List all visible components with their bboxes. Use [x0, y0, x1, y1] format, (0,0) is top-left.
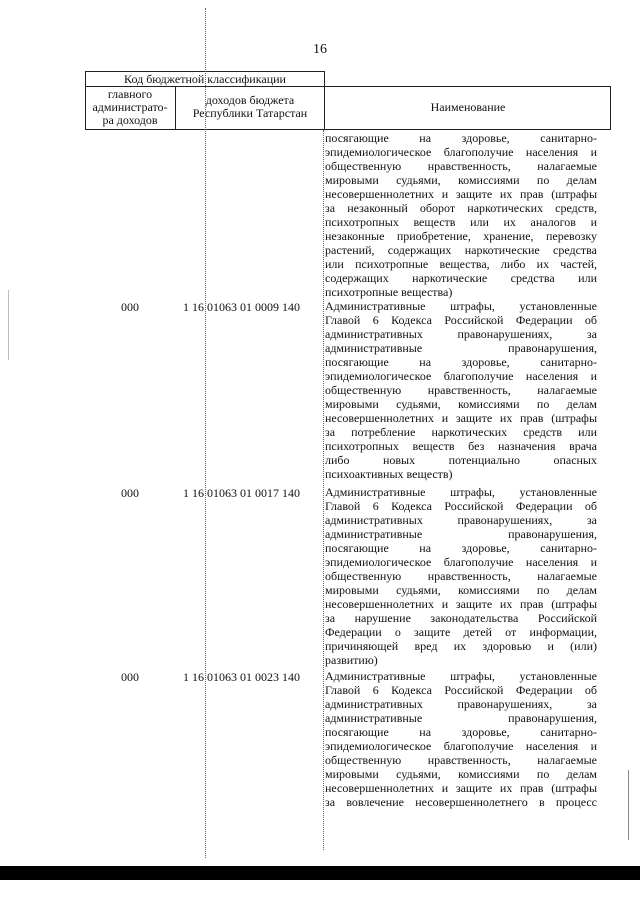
name-line: общественную нравственность, налагаемые — [325, 383, 597, 397]
name-line: посягающие на здоровье, санитарно- — [325, 541, 597, 555]
name-line: посягающие на здоровье, санитарно- — [325, 355, 597, 369]
dotted-guide-left — [205, 8, 206, 858]
name-line: административные правонарушения, — [325, 711, 597, 725]
name-line: психотропных веществ или их аналогов и — [325, 215, 597, 229]
name-line: за нарушение законодательства Российской — [325, 611, 597, 625]
name-line: посягающие на здоровье, санитарно- — [325, 131, 597, 145]
name-text — [325, 669, 597, 809]
header-top-rule-name — [325, 86, 611, 87]
name-line: общественную нравственность, налагаемые — [325, 753, 597, 767]
name-line: мировыми судьями, комиссиями по делам — [325, 583, 597, 597]
admin-code: 000 — [121, 670, 139, 684]
name-line: мировыми судьями, комиссиями по делам — [325, 397, 597, 411]
name-line: Административные штрафы, установленные — [325, 485, 597, 499]
name-line: растений, содержащих наркотические средства — [325, 243, 597, 257]
header-name-divider — [324, 71, 325, 130]
name-line: либо новых потенциально опасных — [325, 453, 597, 467]
admin-code: 000 — [121, 300, 139, 314]
name-line: общественную нравственность, налагаемые — [325, 569, 597, 583]
name-line: Административные штрафы, установленные — [325, 299, 597, 313]
name-line: административные правонарушения, — [325, 527, 597, 541]
name-line: Административные штрафы, установленные — [325, 669, 597, 683]
name-line: общественную нравственность, налагаемые — [325, 159, 597, 173]
name-line: мировыми судьями, комиссиями по делам — [325, 767, 597, 781]
header-col-admin: главного администрато-ра доходов — [92, 87, 168, 127]
name-line: психотропные вещества) — [325, 285, 453, 299]
revenue-code: 1 16 01063 01 0009 140 — [183, 300, 300, 314]
header-col-revenue: доходов бюджета Республики Татарстан — [192, 93, 308, 120]
scan-border — [0, 866, 640, 880]
name-line: незаконные приобретение, хранение, перевозку — [325, 229, 597, 243]
name-line: причиняющей вред их здоровью и (или) — [325, 639, 597, 653]
edge-mark — [628, 770, 629, 840]
name-line: административных правонарушениях, за — [325, 513, 597, 527]
name-line: психотропных веществ без назначения врача — [325, 439, 597, 453]
name-line: административные правонарушения, — [325, 341, 597, 355]
admin-code: 000 — [121, 486, 139, 500]
name-line: мировыми судьями, комиссиями по делам — [325, 173, 597, 187]
name-line: содержащих наркотические средства или — [325, 271, 597, 285]
name-text — [325, 485, 597, 667]
name-line: несовершеннолетних и защите их прав (штрафы — [325, 781, 597, 795]
name-line: Главой 6 Кодекса Российской Федерации об — [325, 499, 597, 513]
name-line: за вовлечение несовершеннолетнего в процесс — [325, 795, 597, 809]
header-bottom-rule — [85, 129, 611, 130]
page-number: 16 — [313, 42, 327, 57]
name-line: административных правонарушениях, за — [325, 327, 597, 341]
name-line: психоактивных веществ) — [325, 467, 453, 481]
header-group-title: Код бюджетной классификации — [124, 72, 286, 86]
name-text — [325, 299, 597, 481]
header-col-divider — [175, 86, 176, 130]
name-line: несовершеннолетних и защите их прав (штрафы — [325, 597, 597, 611]
name-line: несовершеннолетних и защите их прав (штрафы — [325, 187, 597, 201]
name-line: за незаконный оборот наркотических средств, — [325, 201, 597, 215]
name-line: эпидемиологическое благополучие населения и — [325, 555, 597, 569]
name-line: несовершеннолетних и защите их прав (штрафы — [325, 411, 597, 425]
name-line: посягающие на здоровье, санитарно- — [325, 725, 597, 739]
name-line: эпидемиологическое благополучие населения и — [325, 145, 597, 159]
name-line: административных правонарушениях, за — [325, 697, 597, 711]
dotted-guide-mid — [323, 130, 324, 850]
name-line: развитию) — [325, 653, 378, 667]
name-line: Главой 6 Кодекса Российской Федерации об — [325, 313, 597, 327]
name-text — [325, 131, 597, 299]
name-line: или психотропные вещества, либо их частей, — [325, 257, 597, 271]
edge-mark — [8, 290, 9, 360]
revenue-code: 1 16 01063 01 0017 140 — [183, 486, 300, 500]
header-col-name: Наименование — [430, 100, 506, 114]
revenue-code: 1 16 01063 01 0023 140 — [183, 670, 300, 684]
name-line: эпидемиологическое благополучие населения и — [325, 739, 597, 753]
name-line: за потребление наркотических средств или — [325, 425, 597, 439]
name-line: Главой 6 Кодекса Российской Федерации об — [325, 683, 597, 697]
name-line: Федерации о защите детей от информации, — [325, 625, 597, 639]
header-right-border — [610, 86, 611, 130]
name-line: эпидемиологическое благополучие населения и — [325, 369, 597, 383]
